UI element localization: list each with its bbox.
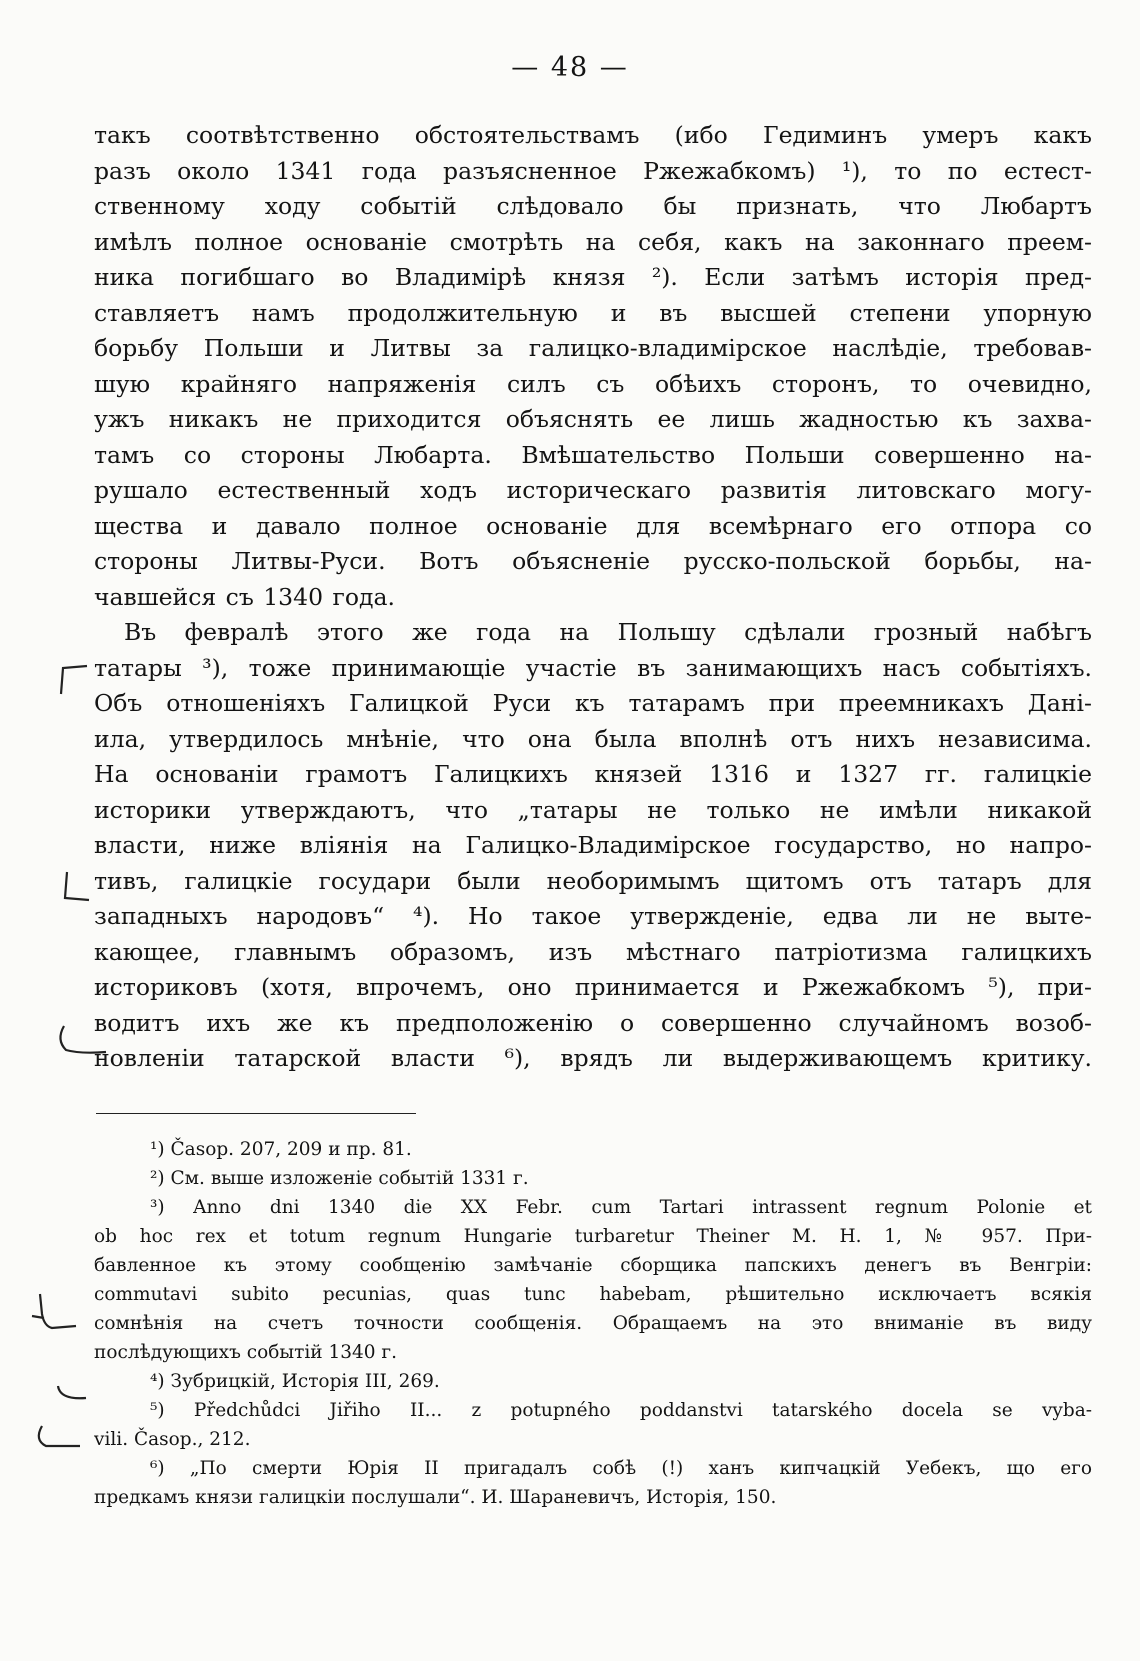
main-text [94,118,1092,1077]
margin-hook-mark [52,1380,92,1410]
footnote-line: предкамъ князи галицкіи послушали“. И. Шараневичъ, Исторія, 150. [94,1487,777,1508]
footnote-line: послѣдующихъ событій 1340 г. [94,1342,397,1363]
margin-curve-mark [50,1020,110,1060]
text-line: власти, ниже вліянія на Галицко-Владимірское государство, но напро- [94,831,1092,859]
page-number: — 48 — [511,52,629,83]
text-line: борьбу Польши и Литвы за галицко-владимірское наслѣдіе, требовав- [94,334,1092,362]
footnote-line: ⁴) Зубрицкій, Исторія III, 269. [150,1371,440,1392]
text-line: щества и давало полное основаніе для всемѣрнаго его отпора со [94,511,1092,540]
footnotes [94,1135,1092,1512]
footnote-line: ¹) Časop. 207, 209 и пр. 81. [150,1139,412,1160]
text-line: ника погибшаго во Владимірѣ князя ²). Если затѣмъ исторія пред- [94,263,1092,291]
footnote-line: ob hoc rex et totum regnum Hungarie turbaretur Theiner M. H. 1, № 957. При- [94,1226,1092,1247]
footnote-line: бавленное къ этому сообщенію замѣчаніе сборщика папскихъ денегъ въ Венгріи: [94,1255,1092,1276]
footnote-line: ⁶) „По смерти Юрія II пригадалъ собѣ (!) ханъ кипчацкій Уебекъ, що его [150,1458,1092,1479]
footnote-line: ²) См. выше изложеніе событій 1331 г. [150,1168,529,1189]
margin-bracket-close-mark [55,868,95,908]
margin-tick-mark [22,1290,82,1350]
text-line: историковъ (хотя, впрочемъ, оно принимается и Ржежабкомъ ⁵), при- [94,973,1092,1001]
text-line: историки утверждаютъ, что „татары не только не имѣли никакой [94,795,1092,824]
margin-bracket-open-mark [55,660,95,700]
text-line: ила, утвердилось мнѣніе, что она была вполнѣ отъ нихъ независима. [94,724,1092,753]
text-line: шую крайняго напряженія силъ съ обѣихъ сторонъ, то очевидно, [94,369,1092,398]
text-line: ужъ никакъ не приходится объяснять ее лишь жадностью къ захва- [94,405,1092,433]
text-line: новленіи татарской власти ⁶), врядъ ли выдерживающемъ критику. [94,1044,1092,1072]
footnote-line: сомнѣнія на счетъ точности сообщенія. Обращаемъ на это вниманіе въ виду [94,1313,1092,1334]
text-line: чавшейся съ 1340 года. [94,582,395,611]
footnote-line: vili. Časop., 212. [94,1429,251,1450]
text-line: тамъ со стороны Любарта. Вмѣшательство Польши совершенно на- [94,440,1092,469]
text-line: ственному ходу событій слѣдовало бы признать, что Любартъ [94,192,1092,220]
text-line: татары ³), тоже принимающіе участіе въ занимающихъ насъ событіяхъ. [94,653,1092,682]
text-line: На основаніи грамотъ Галицкихъ князей 1316 и 1327 гг. галицкіе [94,760,1092,788]
text-line: такъ соотвѣтственно обстоятельствамъ (ибо Гедиминъ умеръ какъ [94,121,1092,149]
text-line: Въ февралѣ этого же года на Польшу сдѣлали грозный набѣгъ [124,618,1092,646]
margin-hook-mark [28,1420,88,1460]
footnote-line: ⁵) Předchůdci Jiřiho II... z potupného poddanstvi tatarského docela se vyba- [150,1400,1092,1421]
text-line: кающее, главнымъ образомъ, изъ мѣстнаго патріотизма галицкихъ [94,937,1092,966]
text-line: тивъ, галицкіе государи были необоримымъ щитомъ отъ татаръ для [94,866,1092,895]
text-line: Объ отношеніяхъ Галицкой Руси къ татарамъ при преемникахъ Дані- [94,689,1092,717]
text-line: западныхъ народовъ“ ⁴). Но такое утвержденіе, едва ли не выте- [94,902,1092,930]
footnote-divider [96,1113,416,1114]
footnote-line: ³) Anno dni 1340 die XX Febr. cum Tartari intrassent regnum Polonie et [150,1197,1092,1218]
text-line: рушало естественный ходъ историческаго развитія литовскаго могу- [94,476,1092,504]
footnote-line: commutavi subito pecunias, quas tunc habebam, рѣшительно исключаетъ всякія [94,1284,1092,1305]
text-line: разъ около 1341 года разъясненное Ржежабкомъ) ¹), то по естест- [94,156,1092,185]
text-line: ставляетъ намъ продолжительную и въ высшей степени упорную [94,298,1092,327]
text-line: имѣлъ полное основаніе смотрѣть на себя, какъ на законнаго преем- [94,227,1092,256]
text-line: стороны Литвы-Руси. Вотъ объясненіе русско-польской борьбы, на- [94,547,1092,575]
text-line: водитъ ихъ же къ предположенію о совершенно случайномъ возоб- [94,1008,1092,1037]
